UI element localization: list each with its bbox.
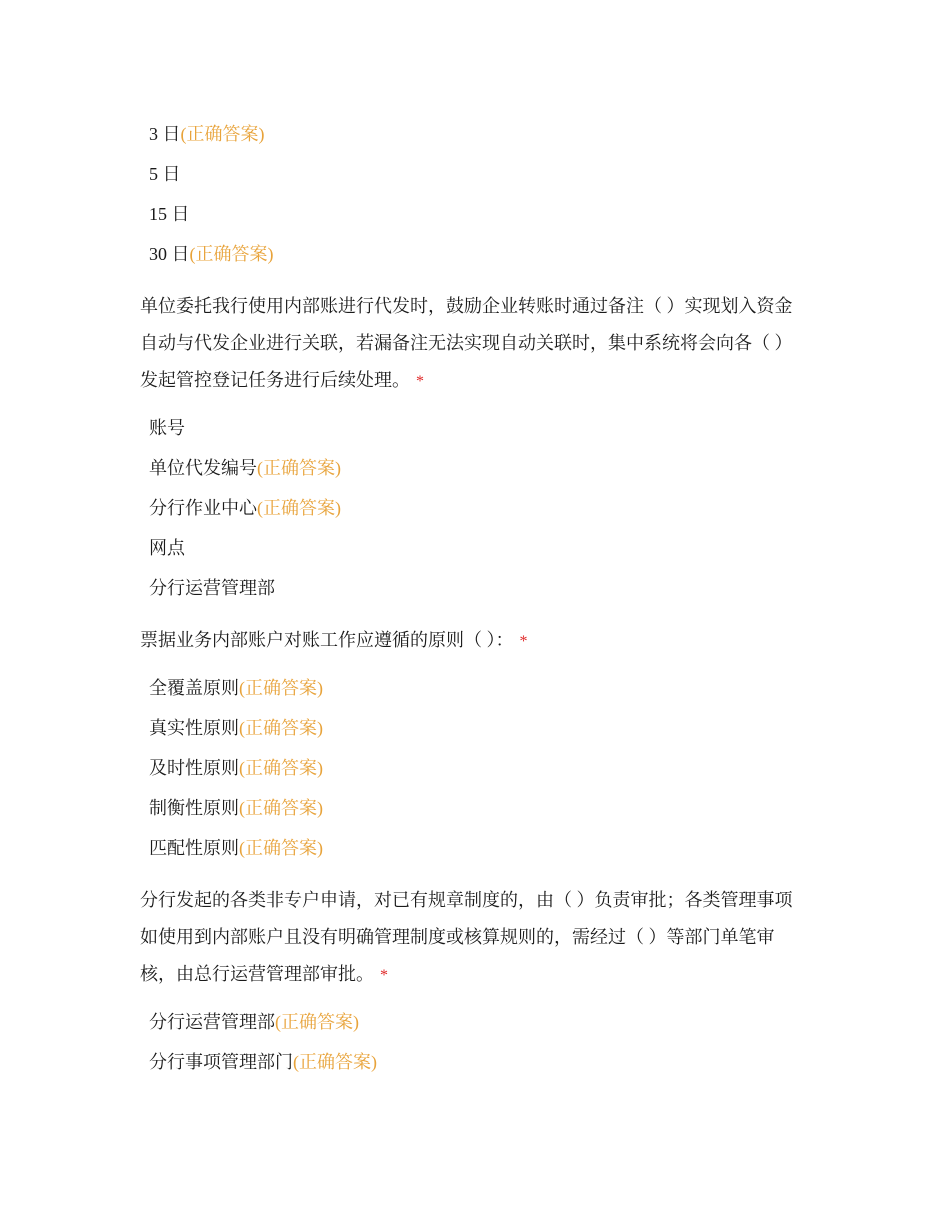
required-mark: * [380,967,388,984]
correct-answer-marker: (正确答案) [180,124,265,144]
question-block-3 [140,882,820,1082]
option-text: 真实性原则 [149,718,239,738]
option-item [140,154,820,194]
question-block-2 [140,622,820,868]
option-text: 账号 [149,418,185,438]
option-item [140,788,820,828]
option-text: 网点 [149,538,185,558]
required-mark: * [519,633,528,650]
option-item [140,1042,820,1082]
option-text: 及时性原则 [149,758,239,778]
option-item [140,528,820,568]
option-text: 30 日 [149,244,190,264]
option-text: 3 日 [149,124,181,144]
quiz-content [140,114,820,1082]
correct-answer-marker: (正确答案) [275,1012,359,1032]
correct-answer-marker: (正确答案) [189,244,274,264]
correct-answer-marker: (正确答案) [257,458,341,478]
option-item [140,568,820,608]
option-item [140,408,820,448]
option-text: 5 日 [149,164,181,184]
option-text: 15 日 [149,204,190,224]
option-item [140,448,820,488]
option-text: 单位代发编号 [149,458,257,478]
option-item [140,708,820,748]
question-text [140,622,808,660]
option-item [140,114,820,154]
correct-answer-marker: (正确答案) [239,838,323,858]
correct-answer-marker: (正确答案) [239,678,323,698]
option-item [140,234,820,274]
question-body: 分行发起的各类非专户申请，对已有规章制度的，由（ ）负责审批；各类管理事项如使用到内部账户且没有明确管理制度或核算规则的，需经过（ ）等部门单笔审核，由总行运营管理部审批。 [140,890,793,984]
option-item [140,1002,820,1042]
option-text: 全覆盖原则 [149,678,239,698]
option-item [140,668,820,708]
option-text: 制衡性原则 [149,798,239,818]
option-text: 分行运营管理部 [149,1012,275,1032]
question-text [140,882,808,994]
correct-answer-marker: (正确答案) [239,718,323,738]
option-item [140,828,820,868]
option-item [140,488,820,528]
option-item [140,748,820,788]
question-text [140,288,808,400]
option-item [140,194,820,234]
correct-answer-marker: (正确答案) [239,758,323,778]
question-block-0 [140,114,820,274]
required-mark: * [416,373,424,390]
option-text: 匹配性原则 [149,838,239,858]
question-block-1 [140,288,820,608]
option-text: 分行事项管理部门 [149,1052,293,1072]
correct-answer-marker: (正确答案) [293,1052,377,1072]
correct-answer-marker: (正确答案) [257,498,341,518]
option-text: 分行运营管理部 [149,578,275,598]
question-body: 单位委托我行使用内部账进行代发时，鼓励企业转账时通过备注（ ）实现划入资金自动与代发企业进行关联，若漏备注无法实现自动关联时，集中系统将会向各（ ）发起管控登记任务进行后续处理。 [140,296,793,390]
option-text: 分行作业中心 [149,498,257,518]
question-body: 票据业务内部账户对账工作应遵循的原则（ ）： [140,630,514,650]
correct-answer-marker: (正确答案) [239,798,323,818]
